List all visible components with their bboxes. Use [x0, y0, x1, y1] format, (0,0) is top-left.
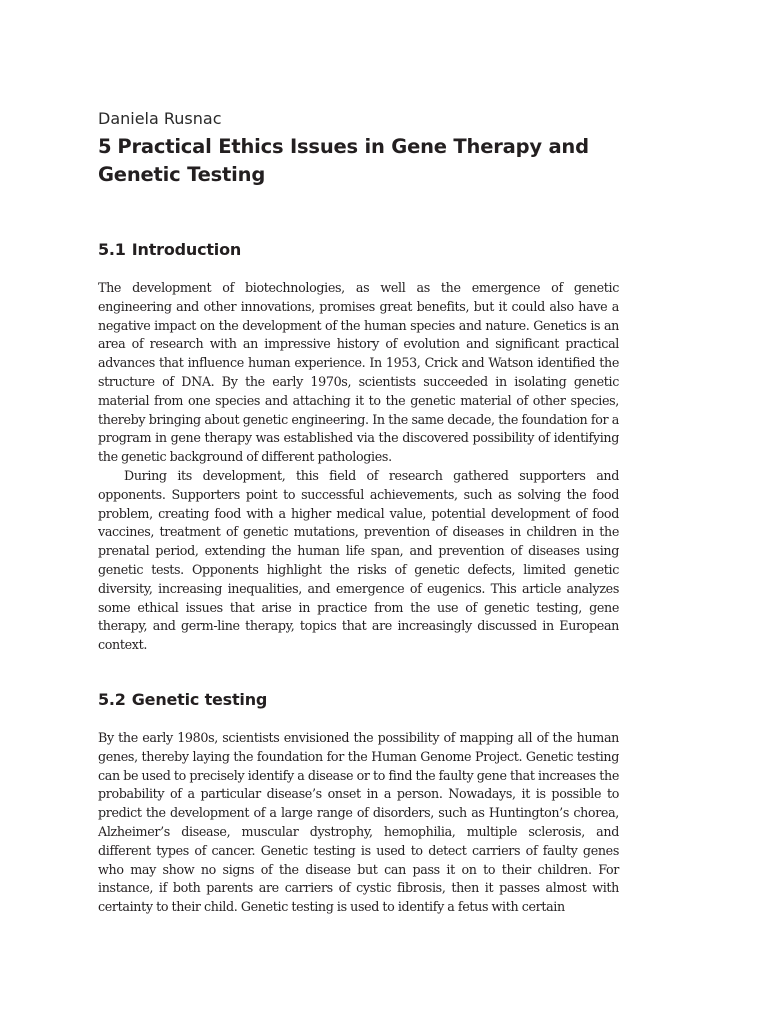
- section-title: Genetic testing: [131, 689, 268, 709]
- paragraph: The development of biotechnologies, as well as the emergence of genetic engineering and other innovations, promises great benefits, but it could also have a negative impact on the development of the human species and nature. Genetics is an area of research with an impressive history of evolution and significant practical advances that influence human experience. In 1953, Crick and Watson identified the structure of DNA. By the early 1970s, scientists succeeded in isolating genetic material from one species and attaching it to the genetic material of other species, thereby bringing about genetic engineering. In the same decade, the foundation for a program in gene therapy was established via the discovered possibility of identifying the genetic background of different pathologies.: [98, 280, 619, 465]
- author-name: Daniela Rusnac: [98, 109, 222, 128]
- section-heading-introduction: [98, 240, 619, 260]
- chapter-number: 5: [98, 135, 112, 158]
- paragraph: By the early 1980s, scientists envisioned the possibility of mapping all of the human genes, thereby laying the foundation for the Human Genome Project. Genetic testing can be used to precisely identify a disease or to find the faulty gene that increases the probability of a particular disease’s onset in a person. Nowadays, it is possible to predict the development of a large range of disorders, such as Huntington’s chorea, Alzheimer’s disease, muscular dystrophy, hemophilia, multiple sclerosis, and different types of cancer. Genetic testing is used to detect carriers of faulty genes who may show no signs of the disease but can pass it on to their children. For instance, if both parents are carriers of cystic fibrosis, then it passes almost with certainty to their child. Genetic testing is used to identify a fetus with certain: [98, 729, 619, 915]
- section-title: Introduction: [131, 240, 242, 259]
- section-heading-genetic-testing: [98, 690, 619, 710]
- section-number: 5.2: [98, 689, 126, 709]
- section-number: 5.1: [98, 240, 126, 259]
- page-content: [98, 109, 619, 917]
- chapter-title-text: Practical Ethics Issues in Gene Therapy and Genetic Testing: [98, 135, 589, 186]
- chapter-title: [98, 133, 619, 189]
- paragraph: During its development, this field of research gathered supporters and opponents. Supporters point to successful achievements, such as solving the food problem, creating food with a higher medical value, potential development of food vaccines, treatment of genetic mutations, prevention of diseases in children in the prenatal period, extending the human life span, and prevention of diseases using genetic tests. Opponents highlight the risks of genetic defects, limited genetic diversity, increasing inequalities, and emergence of eugenics. This article analyzes some ethical issues that arise in practice from the use of genetic testing, gene therapy, and germ-line therapy, topics that are increasingly discussed in European context.: [98, 467, 619, 653]
